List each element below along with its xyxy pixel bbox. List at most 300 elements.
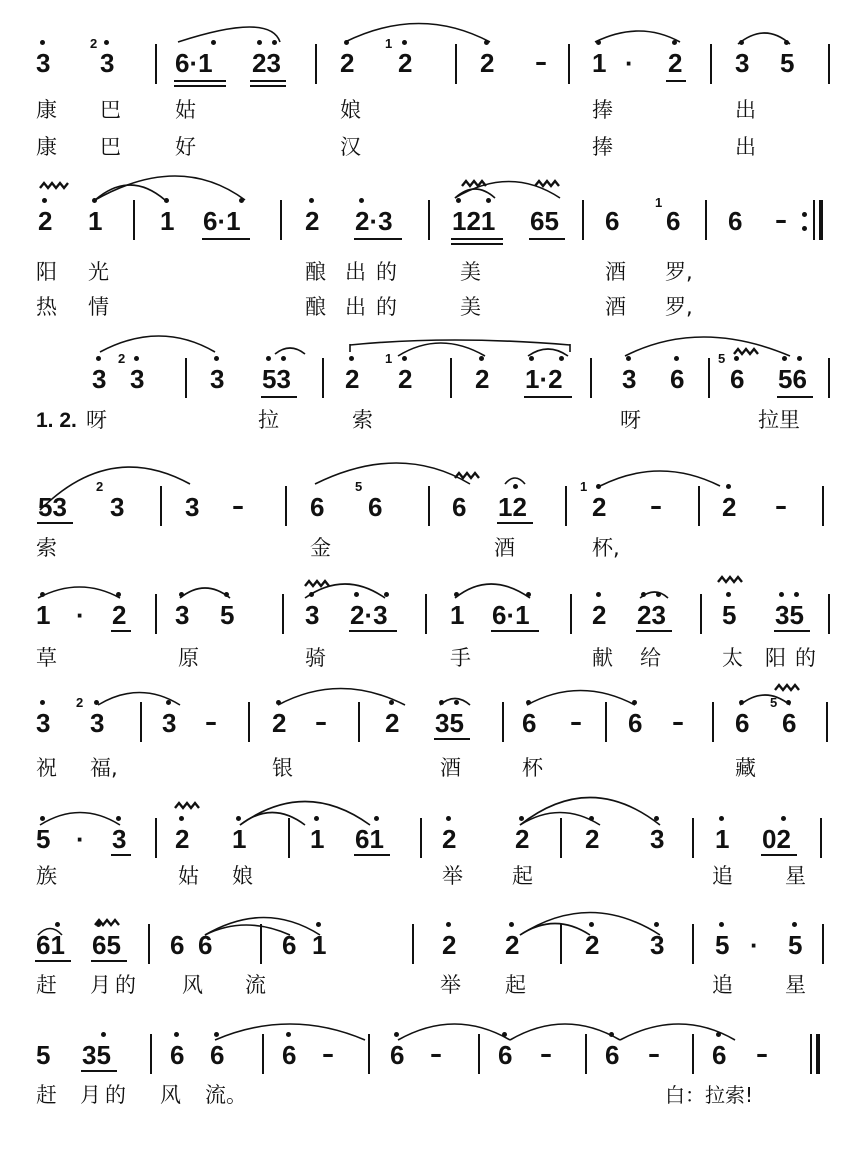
octave-dot: [439, 700, 444, 705]
octave-dot: [641, 592, 646, 597]
note: 6: [728, 206, 743, 236]
note: 6: [712, 1040, 727, 1070]
barline: [140, 702, 142, 742]
lyric: 追: [712, 973, 733, 997]
note: 6: [452, 492, 467, 522]
note: 2: [398, 48, 413, 78]
note: 3: [305, 600, 320, 630]
note: 2: [585, 930, 600, 960]
lyric: 美: [460, 260, 481, 284]
octave-dot: [239, 198, 244, 203]
underline-beam: [202, 238, 250, 240]
lyric: 出: [735, 98, 756, 122]
octave-dot: [55, 922, 60, 927]
underline-beam: [777, 396, 813, 398]
note: 6·1: [492, 600, 530, 630]
lyric: 骑: [305, 646, 326, 670]
note: 35: [775, 600, 804, 630]
octave-dot: [179, 816, 184, 821]
note: 5: [715, 930, 730, 960]
note: 2: [515, 824, 530, 854]
lyric: 拉里: [758, 408, 800, 432]
underline-beam: [666, 80, 686, 82]
barline: [322, 358, 324, 398]
octave-dot: [94, 700, 99, 705]
note: 6: [782, 708, 797, 738]
lyric: 酒: [494, 536, 515, 560]
barline: [828, 594, 830, 634]
octave-dot: [726, 592, 731, 597]
lyric: 举: [442, 864, 463, 888]
lyric: 手: [450, 646, 471, 670]
octave-dot: [589, 922, 594, 927]
note: 2: [592, 492, 607, 522]
grace-note: 1: [385, 351, 393, 366]
barline: [148, 924, 150, 964]
lyric: 康: [36, 98, 57, 122]
note: 3: [92, 364, 107, 394]
underline-beam: [434, 738, 470, 740]
note: 2: [385, 708, 400, 738]
barline: [828, 358, 830, 398]
barline: [582, 200, 584, 240]
octave-dot: [781, 816, 786, 821]
lyric: 姑: [178, 864, 199, 888]
octave-dot: [479, 356, 484, 361]
note: 2: [112, 600, 127, 630]
note: 1: [36, 600, 51, 630]
note: 12: [498, 492, 527, 522]
octave-dot: [314, 816, 319, 821]
barline: [585, 1034, 587, 1074]
lyric: 出: [345, 295, 366, 319]
note: 61: [36, 930, 65, 960]
barline: [288, 818, 290, 858]
lyric: 月: [90, 973, 111, 997]
note: 3: [175, 600, 190, 630]
octave-dot: [589, 816, 594, 821]
note: 2: [442, 824, 457, 854]
grace-note: 2: [118, 351, 126, 366]
lyric: 的: [115, 973, 136, 997]
lyric: 出: [735, 135, 756, 159]
underline-beam: [91, 960, 127, 962]
octave-dot: [716, 1032, 721, 1037]
underline-beam: [497, 522, 533, 524]
octave-dot: [116, 816, 121, 821]
octave-dot: [726, 484, 731, 489]
lyric: 流。: [205, 1083, 247, 1107]
note: 3: [100, 48, 115, 78]
octave-dot: [456, 198, 461, 203]
lyric: 流: [245, 973, 266, 997]
barline: [420, 818, 422, 858]
note: 2: [272, 708, 287, 738]
barline: [822, 486, 824, 526]
barline: [708, 358, 710, 398]
lyric: 风: [182, 973, 203, 997]
note: 121: [452, 206, 496, 236]
barline: [565, 486, 567, 526]
octave-dot: [354, 592, 359, 597]
note: 3: [210, 364, 225, 394]
lyric: 好: [175, 135, 196, 159]
dot-duration: ·: [625, 48, 634, 78]
note: 6: [170, 1040, 185, 1070]
octave-dot: [632, 700, 637, 705]
barline: [822, 924, 824, 964]
underline-beam: [250, 85, 286, 87]
octave-dot: [794, 592, 799, 597]
octave-dot: [792, 922, 797, 927]
octave-dot: [236, 816, 241, 821]
octave-dot: [802, 212, 807, 217]
dot-duration: ·: [750, 930, 759, 960]
dash: –: [315, 708, 327, 736]
note: 6: [605, 206, 620, 236]
underline-beam: [174, 80, 226, 82]
octave-dot: [116, 592, 121, 597]
note: 6: [282, 1040, 297, 1070]
lyric: 族: [36, 864, 57, 888]
dash: –: [570, 708, 582, 736]
note: 2: [442, 930, 457, 960]
barline: [455, 44, 457, 84]
note: 6·1: [175, 48, 213, 78]
octave-dot: [454, 592, 459, 597]
note: 3: [162, 708, 177, 738]
barline: [260, 924, 262, 964]
dash: –: [322, 1040, 334, 1068]
octave-dot: [349, 356, 354, 361]
lyric: 藏: [735, 756, 756, 780]
note: 2: [585, 824, 600, 854]
barline: [282, 594, 284, 634]
barline: [819, 200, 823, 240]
lyric: 赶: [36, 973, 57, 997]
octave-dot: [309, 198, 314, 203]
note: 53: [38, 492, 67, 522]
lyric: 出: [345, 260, 366, 284]
octave-dot: [609, 1032, 614, 1037]
note: 6: [198, 930, 213, 960]
underline-beam: [636, 630, 672, 632]
lyric: 呀: [620, 408, 641, 432]
note: 2: [592, 600, 607, 630]
octave-dot: [92, 198, 97, 203]
lyric: 的: [105, 1083, 126, 1107]
octave-dot: [359, 198, 364, 203]
note: 1: [450, 600, 465, 630]
note: 3: [112, 824, 127, 854]
lyric: 罗,: [665, 295, 693, 319]
barline: [160, 486, 162, 526]
octave-dot: [446, 816, 451, 821]
octave-dot: [509, 922, 514, 927]
note: 6: [368, 492, 383, 522]
note: 3: [36, 48, 51, 78]
lyric: 追: [712, 864, 733, 888]
octave-dot: [596, 484, 601, 489]
lyric: 举: [440, 973, 461, 997]
octave-dot: [674, 356, 679, 361]
octave-dot: [384, 592, 389, 597]
grace-note: 2: [76, 695, 84, 710]
lyric: 起: [505, 973, 526, 997]
octave-dot: [164, 198, 169, 203]
note: 3: [650, 824, 665, 854]
underline-beam: [774, 630, 810, 632]
octave-dot: [214, 356, 219, 361]
octave-dot: [174, 1032, 179, 1037]
lyric: 捧: [592, 98, 613, 122]
octave-dot: [526, 700, 531, 705]
barline: [412, 924, 414, 964]
volta-label: 1. 2.: [36, 409, 77, 432]
underline-beam: [491, 630, 539, 632]
dash: –: [540, 1040, 552, 1068]
barline: [428, 486, 430, 526]
barline: [315, 44, 317, 84]
note: 6: [666, 206, 681, 236]
note: 6: [735, 708, 750, 738]
lyric: 祝: [36, 756, 57, 780]
barline: [816, 1034, 820, 1074]
underline-beam: [349, 630, 397, 632]
note: 6: [522, 708, 537, 738]
barline: [155, 44, 157, 84]
underline-beam: [174, 85, 226, 87]
lyric: 原: [178, 646, 199, 670]
barline: [502, 702, 504, 742]
note: 2: [175, 824, 190, 854]
octave-dot: [96, 922, 101, 927]
note: 6: [730, 364, 745, 394]
note: 61: [355, 824, 384, 854]
note: 5: [788, 930, 803, 960]
octave-dot: [257, 40, 262, 45]
barline: [368, 1034, 370, 1074]
note: 5: [722, 600, 737, 630]
octave-dot: [739, 40, 744, 45]
note: 3: [90, 708, 105, 738]
octave-dot: [486, 198, 491, 203]
barline: [712, 702, 714, 742]
lyric: 星: [785, 973, 806, 997]
note: 2: [345, 364, 360, 394]
dash: –: [775, 492, 787, 520]
octave-dot: [214, 1032, 219, 1037]
octave-dot: [656, 592, 661, 597]
octave-dot: [596, 592, 601, 597]
octave-dot: [719, 816, 724, 821]
note: 1: [310, 824, 325, 854]
note: 2: [305, 206, 320, 236]
note: 2·3: [355, 206, 393, 236]
barline: [155, 594, 157, 634]
lyric: 索: [36, 536, 57, 560]
dash: –: [535, 48, 547, 76]
lyric: 娘: [232, 864, 253, 888]
lyric: 福,: [90, 756, 118, 780]
dash: –: [672, 708, 684, 736]
octave-dot: [672, 40, 677, 45]
note: 2·3: [350, 600, 388, 630]
octave-dot: [559, 356, 564, 361]
barline: [826, 702, 828, 742]
octave-dot: [316, 922, 321, 927]
lyric: 光: [88, 260, 109, 284]
note: 6: [670, 364, 685, 394]
octave-dot: [484, 40, 489, 45]
lyric: 巴: [100, 98, 121, 122]
octave-dot: [654, 816, 659, 821]
note: 6: [498, 1040, 513, 1070]
grace-note: 5: [770, 695, 778, 710]
dash: –: [205, 708, 217, 736]
barline: [820, 818, 822, 858]
lyric: 起: [512, 864, 533, 888]
note: 6: [390, 1040, 405, 1070]
underline-beam: [250, 80, 286, 82]
octave-dot: [179, 592, 184, 597]
note: 23: [637, 600, 666, 630]
octave-dot: [402, 356, 407, 361]
note: 35: [82, 1040, 111, 1070]
lyric: 酿: [305, 295, 326, 319]
lyric: 捧: [592, 135, 613, 159]
note: 5: [36, 824, 51, 854]
note: 1·2: [525, 364, 563, 394]
note: 6: [210, 1040, 225, 1070]
octave-dot: [389, 700, 394, 705]
octave-dot: [529, 356, 534, 361]
underline-beam: [354, 854, 390, 856]
barline: [280, 200, 282, 240]
note: 3: [622, 364, 637, 394]
barline: [692, 818, 694, 858]
barline: [700, 594, 702, 634]
note: 3: [36, 708, 51, 738]
octave-dot: [719, 922, 724, 927]
octave-dot: [797, 356, 802, 361]
note: 1: [160, 206, 175, 236]
lyric: 汉: [340, 135, 361, 159]
note: 1: [312, 930, 327, 960]
underline-beam: [761, 854, 797, 856]
note: 6: [605, 1040, 620, 1070]
octave-dot: [526, 592, 531, 597]
note: 6·1: [203, 206, 241, 236]
underline-beam: [37, 522, 73, 524]
lyric: 娘: [340, 98, 361, 122]
octave-dot: [394, 1032, 399, 1037]
note: 56: [778, 364, 807, 394]
lyric: 康: [36, 135, 57, 159]
dot-duration: ·: [76, 600, 85, 630]
barline: [692, 924, 694, 964]
octave-dot: [344, 40, 349, 45]
lyric: 赶: [36, 1083, 57, 1107]
lyric: 罗,: [665, 260, 693, 284]
barline: [133, 200, 135, 240]
underline-beam: [35, 960, 71, 962]
barline: [262, 1034, 264, 1074]
octave-dot: [40, 816, 45, 821]
grace-note: 5: [718, 351, 726, 366]
dash: –: [430, 1040, 442, 1068]
lyric: 给: [640, 646, 661, 670]
underline-beam: [81, 1070, 117, 1072]
underline-beam: [529, 238, 565, 240]
lyric: 巴: [100, 135, 121, 159]
lyric: 拉: [258, 408, 279, 432]
barline: [605, 702, 607, 742]
octave-dot: [374, 816, 379, 821]
lyric: 草: [36, 646, 57, 670]
octave-dot: [40, 700, 45, 705]
lyric: 索: [352, 408, 373, 432]
barline: [810, 1034, 812, 1074]
note: 3: [650, 930, 665, 960]
octave-dot: [286, 1032, 291, 1037]
octave-dot: [782, 356, 787, 361]
barline: [428, 200, 430, 240]
underline-beam: [524, 396, 572, 398]
octave-dot: [402, 40, 407, 45]
octave-dot: [654, 922, 659, 927]
lyric: 美: [460, 295, 481, 319]
octave-dot: [40, 40, 45, 45]
lyric: 杯,: [592, 536, 620, 560]
grace-note: 2: [96, 479, 104, 494]
octave-dot: [96, 356, 101, 361]
lyric: 的: [376, 260, 397, 284]
lyric: 情: [88, 295, 109, 319]
octave-dot: [276, 700, 281, 705]
lyric: 银: [272, 756, 293, 780]
octave-dot: [734, 356, 739, 361]
note: 2: [475, 364, 490, 394]
lyric: 热: [36, 295, 57, 319]
underline-beam: [451, 243, 503, 245]
dot-duration: ·: [76, 824, 85, 854]
barline: [710, 44, 712, 84]
grace-note: 1: [655, 195, 663, 210]
note: 2: [340, 48, 355, 78]
barline: [450, 358, 452, 398]
note: 6: [628, 708, 643, 738]
lyric: 阳: [36, 260, 57, 284]
dash: –: [650, 492, 662, 520]
barline: [813, 200, 815, 240]
lyric: 姑: [175, 98, 196, 122]
barline: [425, 594, 427, 634]
barline: [560, 924, 562, 964]
note: 1: [88, 206, 103, 236]
note: 02: [762, 824, 791, 854]
barline: [248, 702, 250, 742]
lyric: 的: [795, 646, 816, 670]
note: 3: [185, 492, 200, 522]
lyric: 酒: [605, 295, 626, 319]
note: 6: [170, 930, 185, 960]
note: 23: [252, 48, 281, 78]
lyric: 的: [376, 295, 397, 319]
octave-dot: [454, 700, 459, 705]
note: 1: [715, 824, 730, 854]
octave-dot: [802, 226, 807, 231]
